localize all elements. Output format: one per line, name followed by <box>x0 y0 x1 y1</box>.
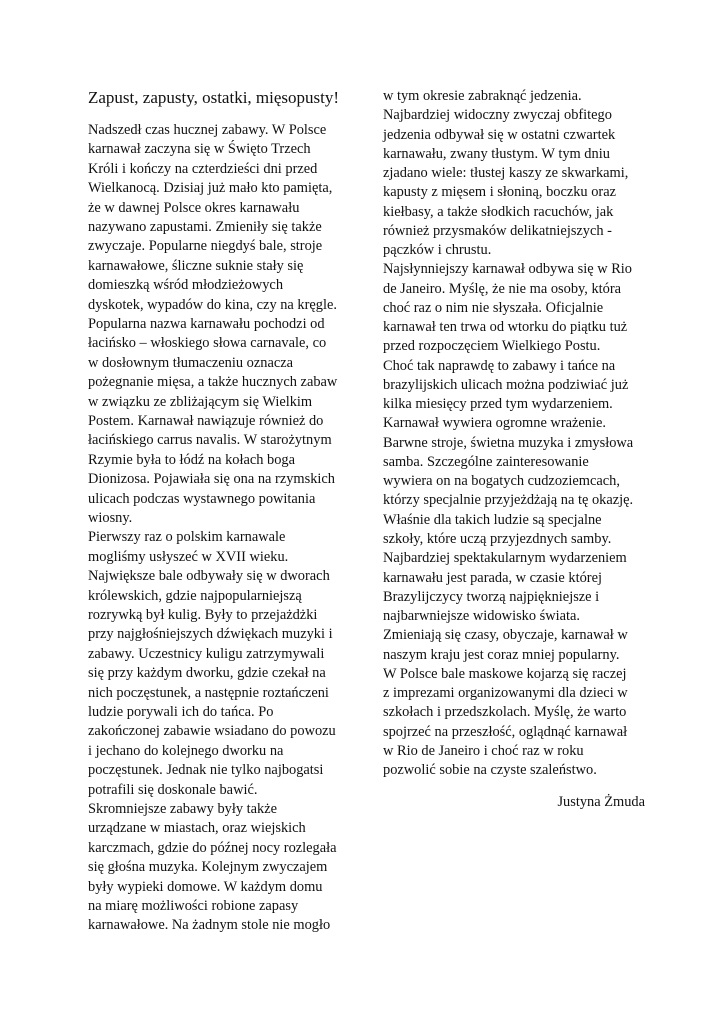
text-line: były wypieki domowe. W każdym domu <box>88 878 323 895</box>
text-line: w dosłownym tłumaczeniu oznacza <box>88 354 293 371</box>
text-line: kapusty z mięsem i słoniną, boczku oraz <box>383 184 616 201</box>
text-line: królewskich, gdzie najpopularniejszą <box>88 587 302 604</box>
text-line: Barwne stroje, świetna muzyka i zmysłowa <box>383 434 634 451</box>
text-line: Króli i kończy na czterdzieści dni przed <box>88 160 318 177</box>
text-line: wiosny. <box>88 510 133 526</box>
text-line: dyskotek, wypadów do kina, czy na kręgle. <box>88 296 337 313</box>
text-line: najbarwniejsze widowisko świata. <box>383 608 581 625</box>
text-line: ludzie porywali ich do tańca. Po <box>88 704 274 720</box>
text-line: przy najgłośniejszych dźwiękach muzyki i <box>88 626 333 643</box>
text-line: choć raz o nim nie słyszała. Oficjalnie <box>383 299 604 316</box>
text-line: karnawałowe, śliczne suknie stały się <box>88 257 304 274</box>
text-line: domieszką wśród młodzieżowych <box>88 277 284 294</box>
text-line: rozrywką był kulig. Były to przejażdżki <box>88 607 318 623</box>
text-line: kilka miesięcy przed tym wydarzeniem. <box>383 396 613 413</box>
text-line: Skromniejsze zabawy były także <box>88 801 278 817</box>
text-line: Najsłynniejszy karnawał odbywa się w Rio <box>383 261 632 278</box>
article-title: Zapust, zapusty, ostatki, mięsopusty! <box>88 88 340 107</box>
text-line: Karnawał wywiera ogromne wrażenie. <box>383 415 606 432</box>
text-line: poczęstunek. Jednak nie tylko najbogatsi <box>88 762 324 779</box>
text-line: samba. Szczególne zainteresowanie <box>383 453 589 470</box>
text-line: szkoły, które uczą przyjezdnych samby. <box>383 530 612 547</box>
text-line: pączków i chrustu. <box>383 242 492 259</box>
text-line: w tym okresie zabraknąć jedzenia. <box>383 88 582 104</box>
text-line: zakończonej zabawie wsiadano do powozu <box>88 723 336 740</box>
text-line: łacińskiego carrus navalis. W starożytnym <box>88 432 332 449</box>
text-line: którzy specjalnie przyjeżdżają na tę okazję. <box>383 492 634 509</box>
text-line: karczmach, gdzie do późnej nocy rozlegała <box>88 839 337 856</box>
text-line: mogliśmy usłyszeć w XVII wieku. <box>88 548 289 565</box>
text-line: Największe bale odbywały się w dworach <box>88 568 330 585</box>
text-line: ulicach podczas wystawnego powitania <box>88 490 316 507</box>
text-line: potrafili się doskonale bawić. <box>88 781 258 798</box>
text-line: Nadszedł czas hucznej zabawy. W Polsce <box>88 122 327 138</box>
text-line: karnawału, zwany tłustym. W tym dniu <box>383 145 610 162</box>
text-line: karnawałowe. Na żadnym stole nie mogło <box>88 917 331 934</box>
text-line: zjadano wiele: tłustej kaszy ze skwarkami, <box>383 165 629 182</box>
text-line: wywiera on na bogatych cudzoziemcach, <box>383 473 620 490</box>
text-line: Postem. Karnawał nawiązuje również do <box>88 413 324 429</box>
text-line: przed rozpoczęciem Wielkiego Postu. <box>383 338 601 355</box>
text-line: W Polsce bale maskowe kojarzą się raczej <box>383 665 627 682</box>
text-line: Właśnie dla takich ludzie są specjalne <box>383 511 602 528</box>
text-line: naszym kraju jest coraz mniej popularny. <box>383 646 620 663</box>
text-line: spojrzeć na przeszłość, oglądnąć karnawał <box>383 723 628 740</box>
text-line: de Janeiro. Myślę, że nie ma osoby, która <box>383 280 622 297</box>
text-line: na miarę możliwości robione zapasy <box>88 898 299 914</box>
text-line: zwyczaje. Popularne niegdyś bale, stroje <box>88 238 323 255</box>
text-line: się głośna muzyka. Kolejnym zwyczajem <box>88 859 328 876</box>
text-line: Dionizosa. Pojawiała się ona na rzymskich <box>88 471 335 488</box>
text-line: Brazylijczycy tworzą najpiękniejsze i <box>383 588 600 605</box>
text-line: Wielkanocą. Dzisiaj już mało kto pamięta, <box>88 180 333 197</box>
text-line: się przy każdym dworku, gdzie czekał na <box>88 665 326 682</box>
text-line: i jechano do kolejnego dworku na <box>88 742 284 759</box>
text-line: Rzymie była to łódź na kołach boga <box>88 451 296 468</box>
text-line: kiełbasy, a także słodkich racuchów, jak <box>383 203 614 220</box>
text-line: szkołach i przedszkolach. Myślę, że warto <box>383 704 627 721</box>
text-line: łacińsko – włoskiego słowa carnavale, co <box>88 335 327 352</box>
text-line: karnawał ten trwa od wtorku do piątku tuż <box>383 319 628 336</box>
text-line: pożegnanie mięsa, a także hucznych zabaw <box>88 374 338 391</box>
text-line: brazylijskich ulicach można podziwiać już <box>383 376 629 393</box>
text-line: nazywano zapustami. Zmieniły się także <box>88 219 322 235</box>
text-line: Choć tak naprawdę to zabawy i tańce na <box>383 357 616 374</box>
text-line: Najbardziej widoczny zwyczaj obfitego <box>383 107 612 124</box>
text-line: w związku ze zbliżającym się Wielkim <box>88 393 313 410</box>
text-line: Popularna nazwa karnawału pochodzi od <box>88 316 325 332</box>
text-line: karnawał zaczyna się w Święto Trzech <box>88 141 311 158</box>
text-line: nich poczęstunek, a następnie roztańczeni <box>88 684 329 701</box>
text-line: urządzane w miastach, oraz wiejskich <box>88 820 306 837</box>
text-line: z imprezami organizowanymi dla dzieci w <box>383 685 628 702</box>
text-line: w Rio de Janeiro i choć raz w roku <box>383 742 584 759</box>
text-line: że w dawnej Polsce okres karnawału <box>88 199 300 216</box>
text-line: jedzenia odbywał się w ostatni czwartek <box>383 126 616 143</box>
text-line: Zmieniają się czasy, obyczaje, karnawał w <box>383 627 628 644</box>
text-line: Najbardziej spektakularnym wydarzeniem <box>383 550 627 567</box>
text-line: karnawału jest parada, w czasie której <box>383 569 602 586</box>
text-line: Pierwszy raz o polskim karnawale <box>88 529 286 546</box>
text-line: zabawy. Uczestnicy kuligu zatrzymywali <box>88 645 325 662</box>
text-line: również przysmaków delikatniejszych - <box>383 222 612 239</box>
text-line: pozwolić sobie na czyste szaleństwo. <box>383 762 597 779</box>
author-signature: Justyna Żmuda <box>557 794 645 810</box>
